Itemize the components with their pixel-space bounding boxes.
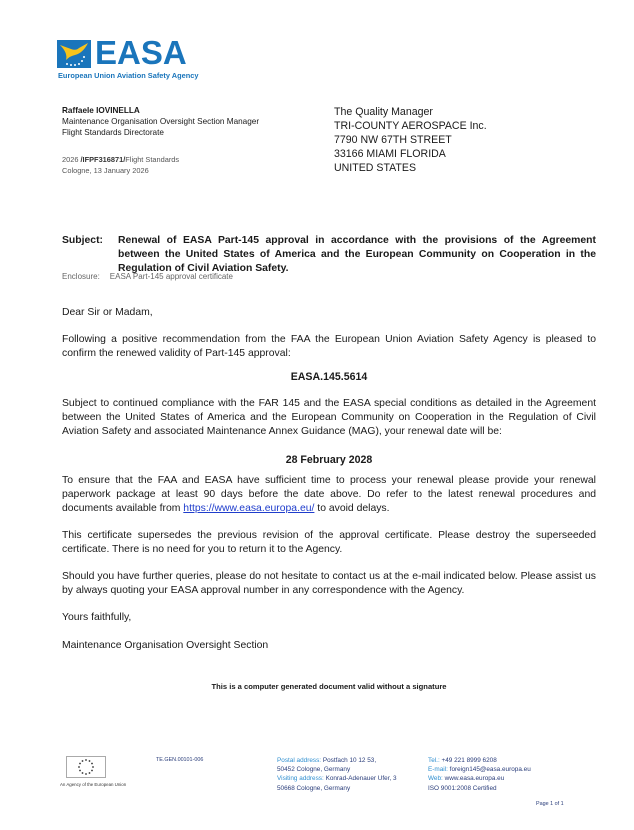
tel-value: +49 221 8999 6208 xyxy=(441,757,497,764)
paragraph-queries: Should you have further queries, please do not hesitate to contact us at the e-mail indicated below. Please assist us by always quoting your EASA approval number in any correspondence with the Agency. xyxy=(62,571,596,597)
place-date: Cologne, 13 January 2026 xyxy=(62,165,149,175)
sender-title: Maintenance Organisation Oversight Section Manager xyxy=(62,117,260,126)
recipient-line: TRI-COUNTY AEROSPACE Inc. xyxy=(334,120,487,132)
easa-website-link[interactable]: https://www.easa.europa.eu/ xyxy=(183,503,315,515)
sender-name: Raffaele IOVINELLA xyxy=(62,106,140,115)
visiting-value: Konrad-Adenauer Ufer, 3 xyxy=(325,775,397,783)
reference-block xyxy=(62,155,179,176)
enclosure-line xyxy=(62,272,233,281)
email-label: E-mail: xyxy=(428,766,448,774)
subject-label: Subject: xyxy=(62,235,103,246)
easa-bird-icon xyxy=(57,40,91,68)
computer-generated-notice: This is a computer generated document valid without a signature xyxy=(211,682,447,691)
postal-city: 50452 Cologne, Germany xyxy=(277,766,351,774)
paragraph-renewal-tail: to avoid delays. xyxy=(314,503,390,515)
tel-label: Tel.: xyxy=(428,757,440,764)
paragraph-renewal xyxy=(62,474,596,517)
visiting-label: Visiting address: xyxy=(277,775,324,783)
paragraph-supersede: This certificate supersedes the previous revision of the approval certificate. Please destroy the superseeded certificate. There is no need for you to return it to the Agency. xyxy=(62,530,596,556)
reference-year: 2026 xyxy=(62,155,81,164)
email-value[interactable]: foreign145@easa.europa.eu xyxy=(449,766,531,774)
easa-logo xyxy=(57,34,207,82)
paragraph-renewal-text: To ensure that the FAA and EASA have sufficient time to process your renewal please provide your renewal paperwork package at least 90 days before the date above. Do refer to the latest renewal procedures and documents available from xyxy=(62,475,596,515)
page-number: Page 1 of 1 xyxy=(536,801,564,807)
recipient-line: 33166 MIAMI FLORIDA xyxy=(334,148,446,160)
recipient-line: UNITED STATES xyxy=(334,162,417,174)
recipient-address xyxy=(334,105,487,175)
web-value[interactable]: www.easa.europa.eu xyxy=(444,775,505,783)
renewal-date: 28 February 2028 xyxy=(285,454,373,466)
reference-code: /IFPF316871/ xyxy=(80,155,126,164)
reference-number xyxy=(62,155,179,166)
salutation: Dear Sir or Madam, xyxy=(62,307,153,318)
eu-flag-icon xyxy=(66,756,106,778)
logo-wordmark: EASA xyxy=(95,34,187,71)
closing: Yours faithfully, xyxy=(62,612,132,623)
enclosure-label: Enclosure: xyxy=(62,272,100,281)
subject-text: Renewal of EASA Part-145 approval in accordance with the provisions of the Agreement between the United States of America and the European Community on Cooperation in the Regulation of Civil Aviation Safety. xyxy=(118,235,596,275)
visiting-city: 50668 Cologne, Germany xyxy=(277,784,351,792)
web-label: Web: xyxy=(428,775,443,783)
eu-agency-label: An Agency of the European Union xyxy=(60,782,127,787)
signatory: Maintenance Organisation Oversight Section xyxy=(62,640,269,651)
footer-contact xyxy=(428,756,531,793)
footer-address xyxy=(277,756,397,793)
postal-label: Postal address: xyxy=(277,757,322,764)
paragraph-intro: Following a positive recommendation from the FAA the European Union Aviation Safety Agency is pleased to confirm the renewed validity of Part-145 approval: xyxy=(62,334,596,360)
postal-value: Postfach 10 12 53, xyxy=(322,757,377,764)
recipient-line: The Quality Manager xyxy=(334,106,433,118)
recipient-line: 7790 NW 67TH STREET xyxy=(334,134,452,146)
subject-block xyxy=(62,234,596,277)
enclosure-value: EASA Part-145 approval certificate xyxy=(109,272,233,281)
iso-certification: ISO 9001:2008 Certified xyxy=(428,784,497,792)
approval-number: EASA.145.5614 xyxy=(290,371,368,383)
paragraph-compliance: Subject to continued compliance with the FAR 145 and the EASA special conditions as detailed in the Agreement between the United States of America and the European Community on Cooperation in the Regulation of Civil Aviation Safety and associated Maintenance Annex Guidance (MAG), your renewal date will be: xyxy=(62,398,596,438)
reference-unit: Flight Standards xyxy=(125,155,180,164)
document-code: TE.GEN.00101-006 xyxy=(156,757,204,763)
sender-block xyxy=(62,105,259,138)
sender-department: Flight Standards Directorate xyxy=(62,128,164,137)
logo-subtitle: European Union Aviation Safety Agency xyxy=(58,71,199,80)
